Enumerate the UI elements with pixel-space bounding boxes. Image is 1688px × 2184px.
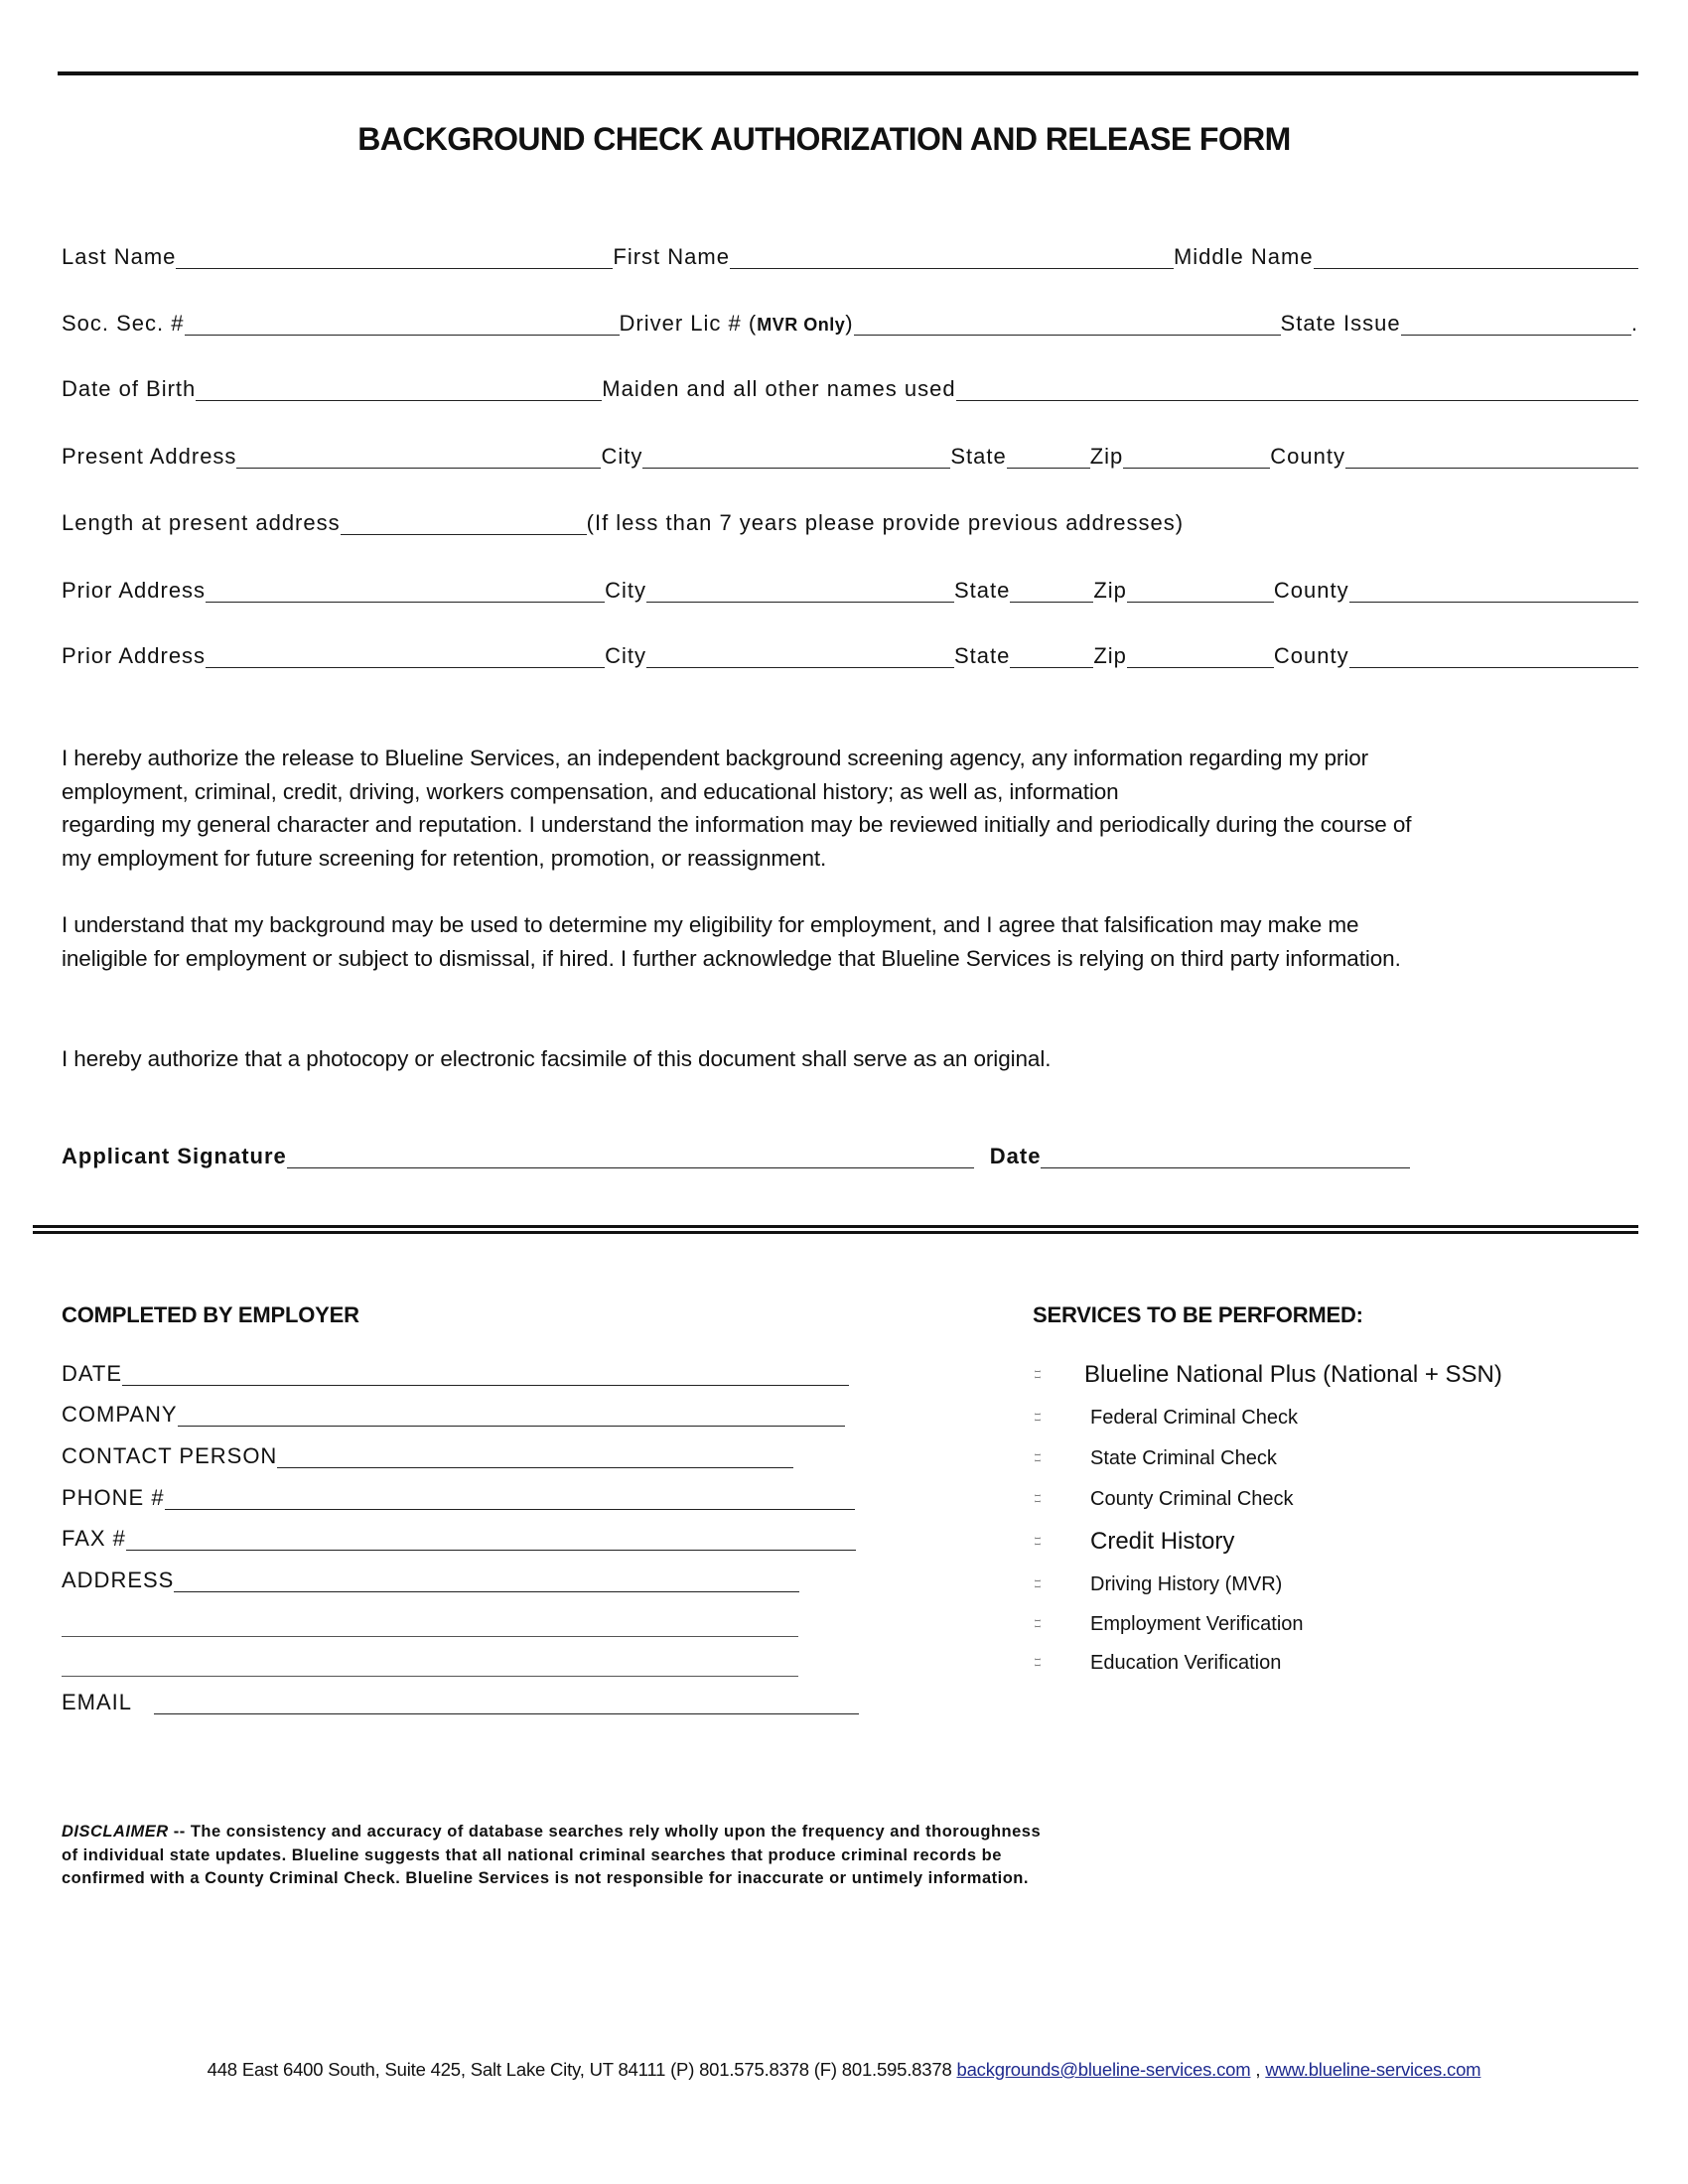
- employer-email-row: [62, 1688, 859, 1717]
- checkbox-icon[interactable]: ꟷ ꟷ: [1035, 1577, 1041, 1591]
- checkbox-icon[interactable]: ꟷ ꟷ: [1035, 1411, 1041, 1425]
- checkbox-icon[interactable]: ꟷ ꟷ: [1035, 1492, 1041, 1506]
- maiden-names-field[interactable]: [956, 376, 1638, 401]
- county-label: County: [1270, 444, 1345, 469]
- employer-address-field[interactable]: [174, 1568, 799, 1592]
- middle-name-label: Middle Name: [1173, 244, 1314, 269]
- top-rule: [58, 71, 1638, 75]
- prior-city-2-field[interactable]: [646, 643, 954, 668]
- state-label: State: [953, 643, 1011, 668]
- checkbox-icon[interactable]: ꟷ ꟷ: [1035, 1451, 1041, 1465]
- present-city-field[interactable]: [642, 444, 950, 469]
- service-label: Education Verification: [1090, 1651, 1282, 1674]
- state-issue-label: State Issue: [1280, 311, 1401, 336]
- checkbox-icon[interactable]: ꟷ ꟷ: [1035, 1368, 1041, 1382]
- service-item[interactable]: [1031, 1403, 1298, 1433]
- applicant-signature-field[interactable]: [287, 1144, 974, 1168]
- footer-website-link[interactable]: www.blueline-services.com: [1265, 2059, 1481, 2080]
- prior-county-2-field[interactable]: [1349, 643, 1638, 668]
- service-label: Employment Verification: [1090, 1612, 1304, 1635]
- present-address-field[interactable]: [236, 444, 601, 469]
- authorization-paragraph-2: [62, 908, 1640, 975]
- checkbox-icon[interactable]: ꟷ ꟷ: [1035, 1656, 1041, 1670]
- employer-company-field[interactable]: [178, 1402, 845, 1427]
- present-state-field[interactable]: [1007, 444, 1090, 469]
- service-item[interactable]: [1031, 1609, 1304, 1639]
- employer-email-field[interactable]: [154, 1690, 859, 1714]
- disclaimer-label: DISCLAIMER: [62, 1823, 169, 1841]
- page-title: BACKGROUND CHECK AUTHORIZATION AND RELEASE FORM: [357, 121, 1291, 157]
- prior-address-row-1: [62, 576, 1638, 606]
- service-label: Credit History: [1090, 1528, 1235, 1555]
- name-row: [62, 242, 1638, 272]
- employer-phone-field[interactable]: [165, 1485, 855, 1510]
- prior-state-1-field[interactable]: [1010, 578, 1093, 603]
- employer-date-field[interactable]: [122, 1361, 849, 1386]
- service-label: Driving History (MVR): [1090, 1572, 1283, 1595]
- prior-address-1-field[interactable]: [206, 578, 605, 603]
- signature-date-label: Date: [989, 1144, 1042, 1168]
- employer-fax-label: FAX #: [62, 1526, 126, 1551]
- disclaimer-line: of individual state updates. Blueline suggests that all national criminal searches that produce criminal records be: [62, 1845, 1002, 1864]
- length-label: Length at present address: [62, 510, 341, 535]
- footer-separator: ,: [1250, 2059, 1266, 2080]
- present-county-field[interactable]: [1345, 444, 1638, 469]
- applicant-signature-label: Applicant Signature: [62, 1144, 287, 1168]
- prior-address-2-field[interactable]: [206, 643, 605, 668]
- disclaimer-line: confirmed with a County Criminal Check. Blueline Services is not responsible for inaccurate or untimely information.: [62, 1869, 1029, 1887]
- city-label: City: [605, 643, 646, 668]
- signature-date-field[interactable]: [1041, 1144, 1410, 1168]
- prior-address-label: Prior Address: [62, 578, 207, 603]
- length-row: [62, 508, 1638, 538]
- services-heading: SERVICES TO BE PERFORMED:: [1033, 1302, 1363, 1327]
- employer-phone-row: [62, 1483, 855, 1513]
- ssn-field[interactable]: [185, 311, 620, 336]
- employer-date-row: [62, 1359, 849, 1389]
- employer-fax-field[interactable]: [126, 1526, 856, 1551]
- employer-company-row: [62, 1400, 845, 1430]
- prior-address-row-2: [62, 641, 1638, 671]
- employer-contact-field[interactable]: [277, 1443, 793, 1468]
- employer-phone-label: PHONE #: [62, 1485, 165, 1510]
- para2-line: ineligible for employment or subject to dismissal, if hired. I further acknowledge that Blueline Services is relying on third party information.: [62, 945, 1401, 971]
- present-zip-field[interactable]: [1123, 444, 1270, 469]
- para1-line: I hereby authorize the release to Blueline Services, an independent background screening agency, any information regarding my prior: [62, 746, 1369, 770]
- authorization-paragraph-3: [62, 1042, 1640, 1076]
- prior-county-1-field[interactable]: [1349, 578, 1638, 603]
- maiden-names-label: Maiden and all other names used: [602, 376, 956, 401]
- employer-address-line-2[interactable]: [62, 1636, 798, 1637]
- para3-line: I hereby authorize that a photocopy or electronic facsimile of this document shall serve as an original.: [62, 1046, 1052, 1071]
- zip-label: Zip: [1093, 643, 1127, 668]
- employer-contact-label: CONTACT PERSON: [62, 1443, 278, 1468]
- prior-state-2-field[interactable]: [1010, 643, 1093, 668]
- employer-date-label: DATE: [62, 1361, 123, 1386]
- state-issue-period: .: [1630, 311, 1638, 336]
- para2-line: I understand that my background may be used to determine my eligibility for employment, and I agree that falsification may make me: [62, 912, 1359, 937]
- section-divider-top: [33, 1225, 1638, 1228]
- last-name-label: Last Name: [62, 244, 177, 269]
- ssn-label: Soc. Sec. #: [62, 311, 185, 336]
- employer-fax-row: [62, 1524, 856, 1554]
- disclaimer-line: -- The consistency and accuracy of database searches rely wholly upon the frequency and thoroughness: [168, 1823, 1042, 1841]
- state-issue-field[interactable]: [1401, 311, 1631, 336]
- first-name-field[interactable]: [730, 244, 1174, 269]
- employer-address-row: [62, 1566, 799, 1595]
- footer: [0, 2059, 1688, 2081]
- state-label: State: [953, 578, 1011, 603]
- service-item[interactable]: [1031, 1360, 1502, 1390]
- authorization-paragraph-1: [62, 742, 1640, 875]
- dob-row: [62, 374, 1638, 404]
- first-name-label: First Name: [613, 244, 730, 269]
- prior-zip-2-field[interactable]: [1127, 643, 1274, 668]
- dob-label: Date of Birth: [62, 376, 197, 401]
- signature-row: [62, 1142, 1452, 1171]
- state-label: State: [950, 444, 1007, 469]
- driver-lic-label: Driver Lic # (MVR Only): [619, 311, 854, 336]
- service-label: State Criminal Check: [1090, 1446, 1277, 1469]
- employer-contact-row: [62, 1441, 793, 1471]
- prior-city-1-field[interactable]: [646, 578, 954, 603]
- city-label: City: [605, 578, 646, 603]
- zip-label: Zip: [1093, 578, 1127, 603]
- service-item[interactable]: [1031, 1527, 1234, 1557]
- employer-email-label: EMAIL: [62, 1690, 133, 1714]
- present-address-row: [62, 442, 1638, 472]
- service-item[interactable]: [1031, 1648, 1281, 1678]
- employer-company-label: COMPANY: [62, 1402, 178, 1427]
- driver-lic-field[interactable]: [854, 311, 1281, 336]
- para1-line: regarding my general character and reputation. I understand the information may be reviewed initially and periodically during the course of: [62, 812, 1412, 837]
- service-label: County Criminal Check: [1090, 1487, 1294, 1510]
- para1-line: employment, criminal, credit, driving, workers compensation, and educational history; as well as, information: [62, 778, 1119, 804]
- county-label: County: [1273, 643, 1349, 668]
- length-note: (If less than 7 years please provide previous addresses): [586, 510, 1185, 535]
- last-name-field[interactable]: [176, 244, 613, 269]
- county-label: County: [1273, 578, 1349, 603]
- section-divider-bottom: [33, 1231, 1638, 1234]
- service-label: Blueline National Plus (National + SSN): [1084, 1361, 1502, 1388]
- footer-email-link[interactable]: backgrounds@blueline-services.com: [956, 2059, 1251, 2080]
- zip-label: Zip: [1089, 444, 1124, 469]
- city-label: City: [601, 444, 643, 469]
- dob-field[interactable]: [196, 376, 602, 401]
- id-row: [62, 309, 1638, 339]
- footer-address: 448 East 6400 South, Suite 425, Salt Lake City, UT 84111 (P) 801.575.8378 (F) 801.595.8378: [207, 2059, 957, 2080]
- checkbox-icon[interactable]: ꟷ ꟷ: [1035, 1617, 1041, 1631]
- disclaimer: [62, 1821, 1154, 1891]
- service-item[interactable]: [1031, 1484, 1294, 1514]
- middle-name-field[interactable]: [1314, 244, 1638, 269]
- service-item[interactable]: [1031, 1570, 1282, 1599]
- length-field[interactable]: [341, 510, 587, 535]
- employer-address-label: ADDRESS: [62, 1568, 175, 1592]
- employer-address-line-3[interactable]: [62, 1676, 798, 1677]
- present-address-label: Present Address: [62, 444, 237, 469]
- employer-heading: COMPLETED BY EMPLOYER: [62, 1302, 359, 1327]
- service-label: Federal Criminal Check: [1090, 1406, 1298, 1429]
- mvr-only-note: MVR Only: [757, 315, 846, 335]
- service-item[interactable]: [1031, 1443, 1277, 1473]
- prior-address-label: Prior Address: [62, 643, 207, 668]
- para1-line: my employment for future screening for retention, promotion, or reassignment.: [62, 845, 827, 871]
- prior-zip-1-field[interactable]: [1127, 578, 1274, 603]
- checkbox-icon[interactable]: ꟷ ꟷ: [1035, 1535, 1041, 1549]
